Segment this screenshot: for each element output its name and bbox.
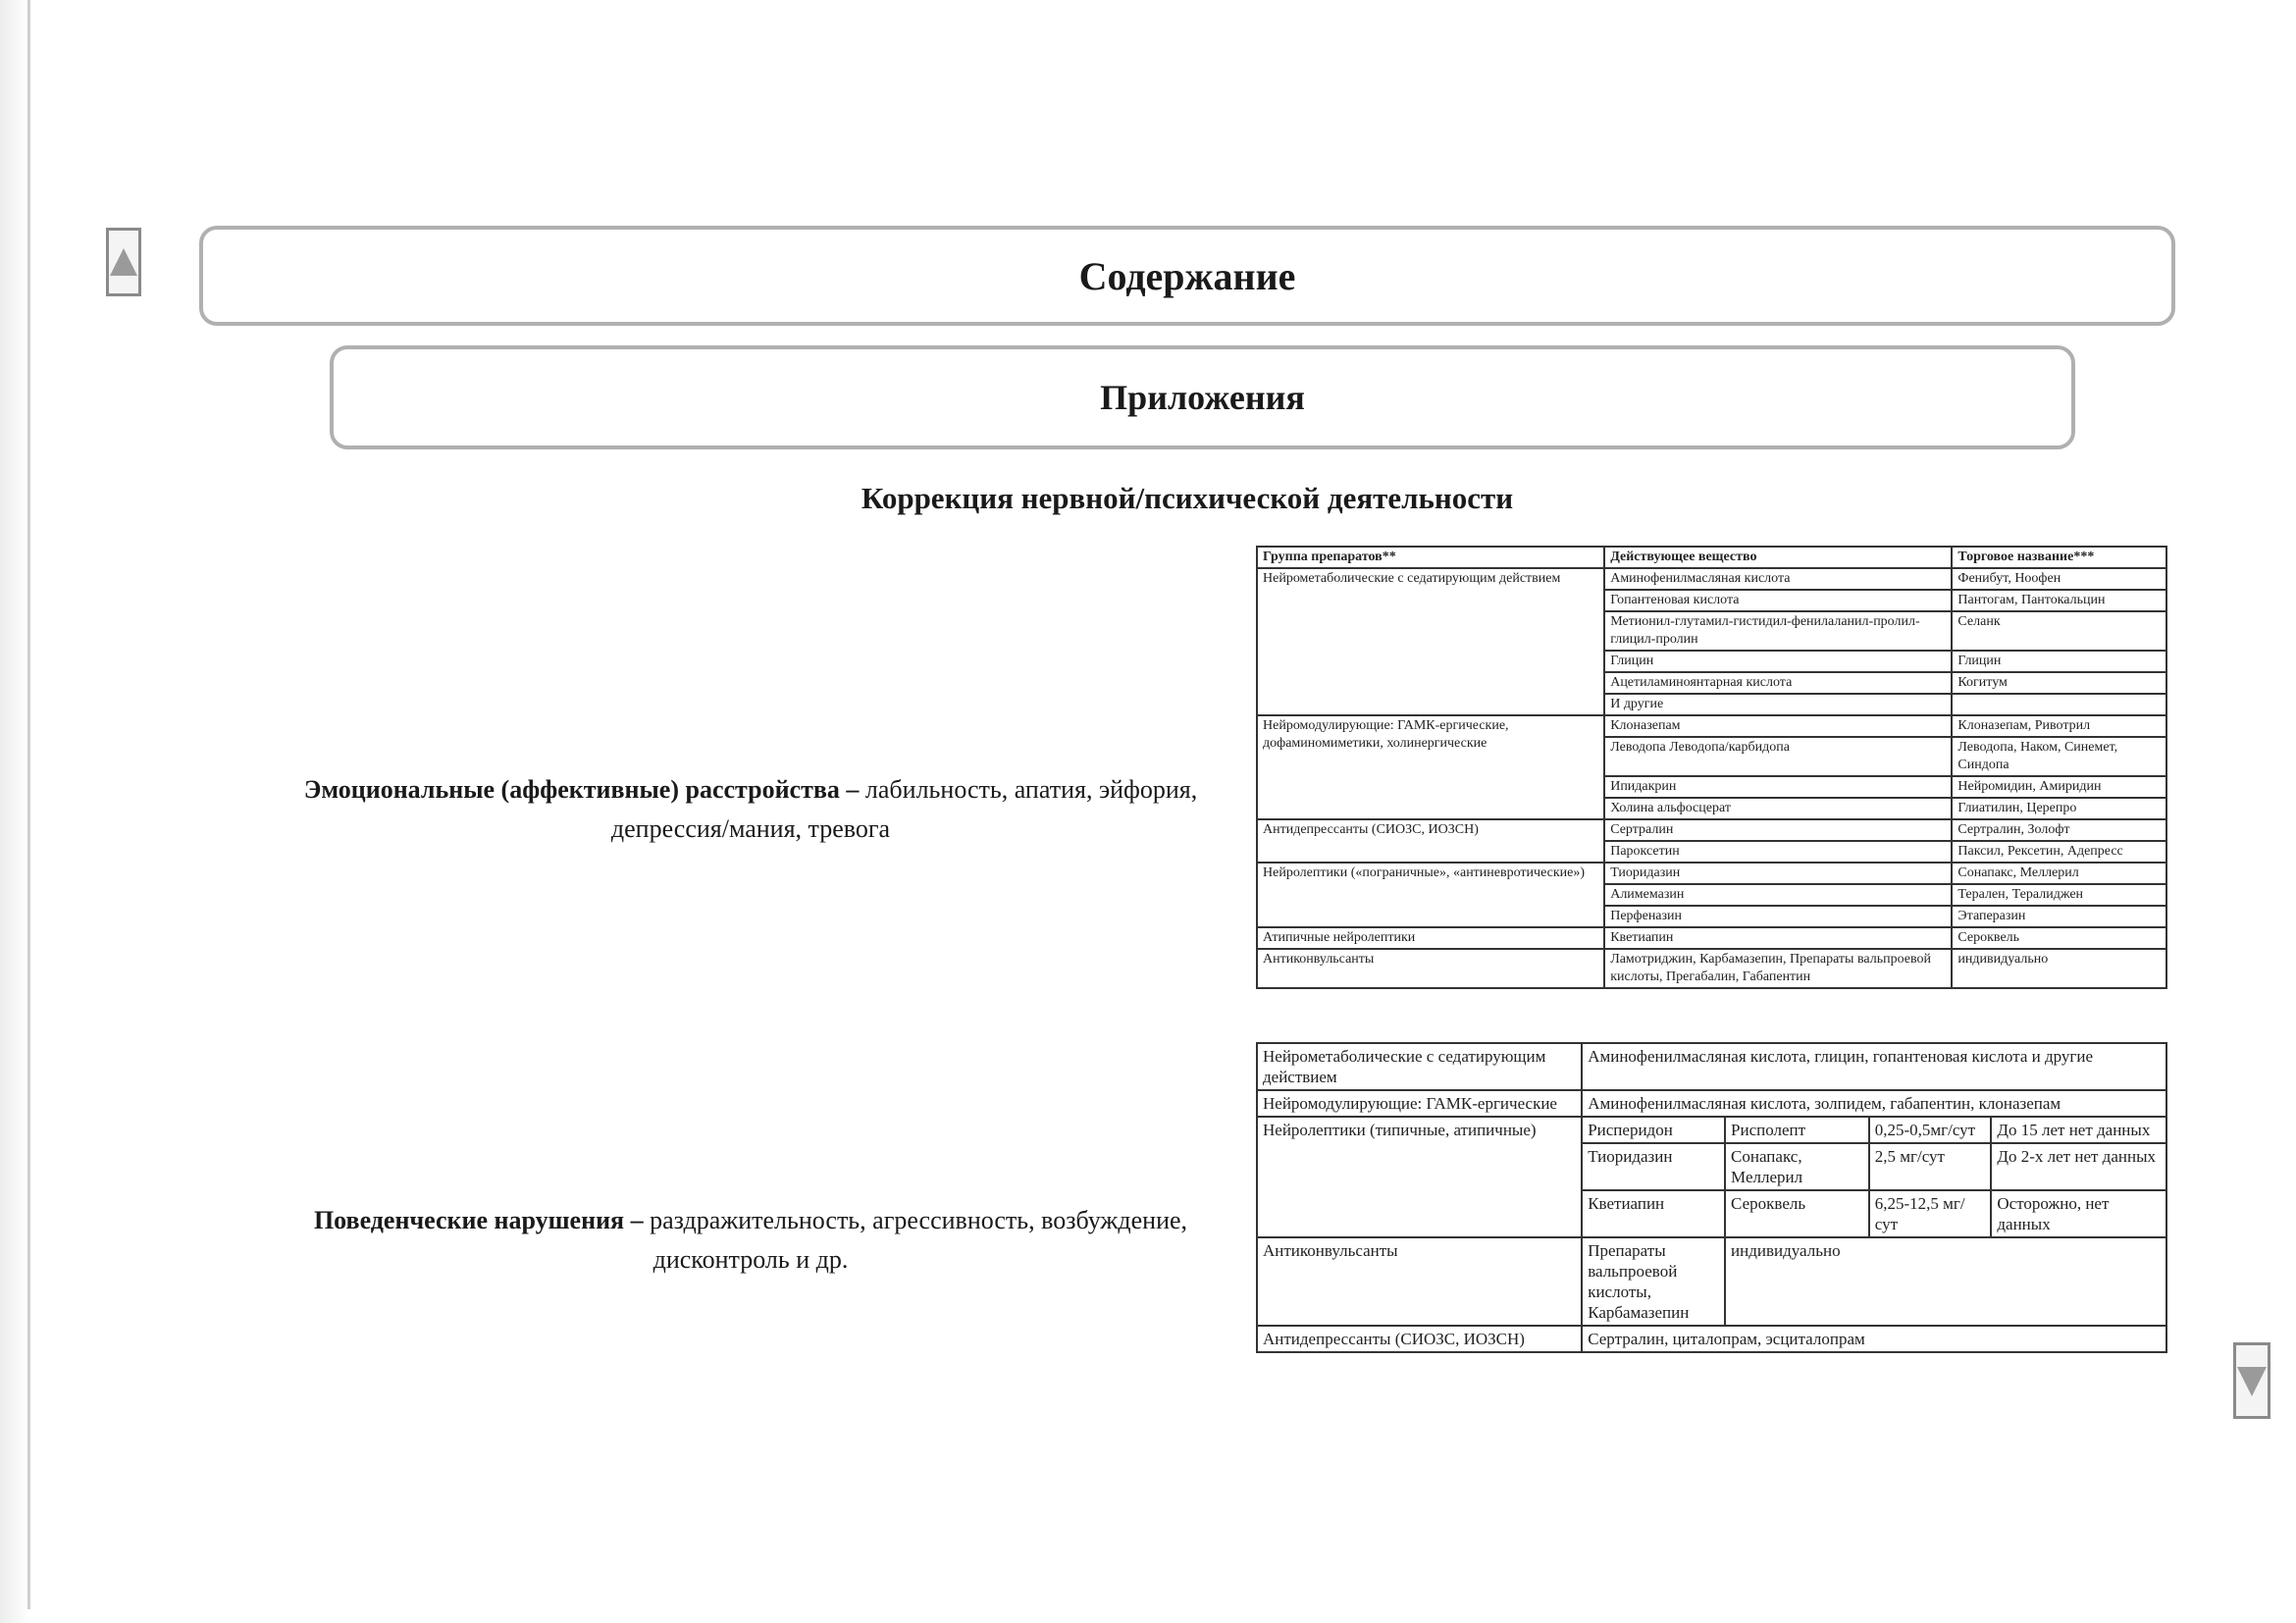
substance-cell: Алимемазин	[1604, 884, 1952, 906]
trade-name-cell: Сертралин, Золофт	[1952, 819, 2166, 841]
table-row	[1257, 1043, 2166, 1090]
drug-group-cell: Антидепрессанты (СИОЗС, ИОЗСН)	[1257, 819, 1604, 863]
appendix-button-label: Приложения	[1100, 378, 1305, 417]
substance-cell: Аминофенилмасляная кислота, глицин, гопантеновая кислота и другие	[1582, 1043, 2166, 1090]
drug-group-cell: Антидепрессанты (СИОЗС, ИОЗСН)	[1257, 1326, 1582, 1352]
substance-cell: Кветиапин	[1604, 927, 1952, 949]
trade-name-cell: Сероквель	[1725, 1190, 1869, 1237]
substance-cell: Ацетиламиноянтарная кислота	[1604, 672, 1952, 694]
drug-group-cell: Нейролептики (типичные, атипичные)	[1257, 1117, 1582, 1237]
scroll-up-button[interactable]	[106, 228, 141, 296]
trade-name-cell: Сонапакс, Меллерил	[1952, 863, 2166, 884]
dose-cell: 2,5 мг/сут	[1869, 1143, 1992, 1190]
trade-name-cell: Леводопа, Наком, Синемет, Синдопа	[1952, 737, 2166, 776]
substance-cell: Кветиапин	[1582, 1190, 1725, 1237]
substance-cell: Перфеназин	[1604, 906, 1952, 927]
trade-name-cell: Клоназепам, Ривотрил	[1952, 715, 2166, 737]
substance-cell: Сертралин	[1604, 819, 1952, 841]
substance-cell: Аминофенилмасляная кислота	[1604, 568, 1952, 590]
substance-cell: Препараты вальпроевой кислоты, Карбамазепин	[1582, 1237, 1725, 1326]
substance-cell: Сертралин, циталопрам, эсциталопрам	[1582, 1326, 2166, 1352]
emotional-drugs-table	[1256, 546, 2167, 989]
paragraph-term: Эмоциональные (аффективные) расстройства –	[303, 775, 865, 804]
drug-group-cell: Нейрометаболические с седатирующим действием	[1257, 1043, 1582, 1090]
substance-cell: Пароксетин	[1604, 841, 1952, 863]
emotional-disorders-paragraph	[245, 770, 1256, 849]
trade-name-cell: индивидуально	[1952, 949, 2166, 988]
substance-cell: Рисперидон	[1582, 1117, 1725, 1143]
appendix-button[interactable]	[330, 345, 2075, 449]
substance-cell: И другие	[1604, 694, 1952, 715]
behavioral-drugs-table	[1256, 1042, 2167, 1353]
trade-name-cell: Терален, Тералиджен	[1952, 884, 2166, 906]
header-cell: Группа препаратов**	[1257, 547, 1604, 568]
paragraph-term: Поведенческие нарушения –	[313, 1206, 651, 1234]
substance-cell: Холина альфосцерат	[1604, 798, 1952, 819]
section-title: Коррекция нервной/психической деятельности	[861, 481, 1514, 515]
drug-group-cell: Антиконвульсанты	[1257, 1237, 1582, 1326]
drug-group-cell: Нейролептики («пограничные», «антиневротические»)	[1257, 863, 1604, 927]
table-row	[1257, 568, 2166, 590]
substance-cell: Глицин	[1604, 651, 1952, 672]
table-row	[1257, 1090, 2166, 1117]
table-header-row	[1257, 547, 2166, 568]
substance-cell: Тиоридазин	[1582, 1143, 1725, 1190]
trade-name-cell: Паксил, Рексетин, Адепресс	[1952, 841, 2166, 863]
note-cell: Осторожно, нет данных	[1991, 1190, 2166, 1237]
header-cell: Действующее вещество	[1604, 547, 1952, 568]
table-row	[1257, 1326, 2166, 1352]
note-cell: До 15 лет нет данных	[1991, 1117, 2166, 1143]
paragraph-text: раздражительность, агрессивность, возбуждение, дисконтроль и др.	[650, 1206, 1188, 1274]
drug-group-cell: Нейромодулирующие: ГАМК-ергические, дофаминомиметики, холинергические	[1257, 715, 1604, 819]
contents-button-label: Содержание	[1078, 253, 1296, 298]
note-cell: индивидуально	[1725, 1237, 2166, 1326]
paragraph-text: лабильность, апатия, эйфория, депрессия/мания, тревога	[610, 775, 1198, 843]
trade-name-cell: Этаперазин	[1952, 906, 2166, 927]
dose-cell: 0,25-0,5мг/сут	[1869, 1117, 1992, 1143]
trade-name-cell: Фенибут, Ноофен	[1952, 568, 2166, 590]
trade-name-cell: Пантогам, Пантокальцин	[1952, 590, 2166, 611]
page-edge-shadow	[0, 0, 29, 1623]
table-row	[1257, 819, 2166, 841]
drug-group-cell: Антиконвульсанты	[1257, 949, 1604, 988]
substance-cell: Леводопа Леводопа/карбидопа	[1604, 737, 1952, 776]
scroll-down-button[interactable]	[2233, 1342, 2270, 1419]
dose-cell: 6,25-12,5 мг/сут	[1869, 1190, 1992, 1237]
page-edge-line	[27, 0, 30, 1609]
trade-name-cell: Сероквель	[1952, 927, 2166, 949]
substance-cell: Аминофенилмасляная кислота, золпидем, габапентин, клоназепам	[1582, 1090, 2166, 1117]
substance-cell: Тиоридазин	[1604, 863, 1952, 884]
contents-button[interactable]	[199, 226, 2175, 326]
table-row	[1257, 927, 2166, 949]
trade-name-cell: Глиатилин, Церепро	[1952, 798, 2166, 819]
table-row	[1257, 863, 2166, 884]
substance-cell: Клоназепам	[1604, 715, 1952, 737]
trade-name-cell: Сонапакс, Меллерил	[1725, 1143, 1869, 1190]
trade-name-cell: Глицин	[1952, 651, 2166, 672]
drug-group-cell: Нейрометаболические с седатирующим действием	[1257, 568, 1604, 715]
trade-name-cell: Селанк	[1952, 611, 2166, 651]
table-row	[1257, 1117, 2166, 1143]
table-row	[1257, 1237, 2166, 1326]
substance-cell: Ламотриджин, Карбамазепин, Препараты вальпроевой кислоты, Прегабалин, Габапентин	[1604, 949, 1952, 988]
behavioral-disorders-paragraph	[245, 1201, 1256, 1280]
trade-name-cell: Рисполепт	[1725, 1117, 1869, 1143]
substance-cell: Гопантеновая кислота	[1604, 590, 1952, 611]
triangle-down-icon	[2237, 1367, 2267, 1396]
header-cell: Торговое название***	[1952, 547, 2166, 568]
note-cell: До 2-х лет нет данных	[1991, 1143, 2166, 1190]
table-row	[1257, 715, 2166, 737]
trade-name-cell	[1952, 694, 2166, 715]
trade-name-cell: Когитум	[1952, 672, 2166, 694]
substance-cell: Ипидакрин	[1604, 776, 1952, 798]
drug-group-cell: Нейромодулирующие: ГАМК-ергические	[1257, 1090, 1582, 1117]
triangle-up-icon	[110, 248, 137, 276]
drug-group-cell: Атипичные нейролептики	[1257, 927, 1604, 949]
trade-name-cell: Нейромидин, Амиридин	[1952, 776, 2166, 798]
substance-cell: Метионил-глутамил-гистидил-фенилаланил-пролил-глицил-пролин	[1604, 611, 1952, 651]
table-row	[1257, 949, 2166, 988]
